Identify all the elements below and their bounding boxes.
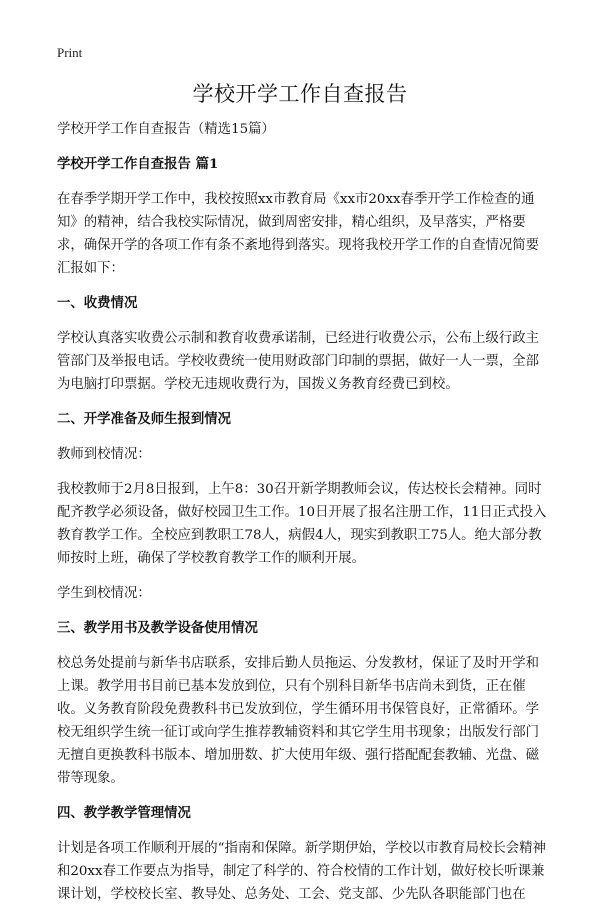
students-label: 学生到校情况： bbox=[57, 586, 151, 601]
section-heading-teaching: 四、教学教学管理情况 bbox=[57, 805, 191, 821]
section-heading-fees: 一、收费情况 bbox=[57, 295, 138, 311]
article-heading: 学校开学工作自查报告 篇1 bbox=[57, 156, 219, 172]
document-subtitle: 学校开学工作自查报告（精选15篇） bbox=[57, 122, 275, 137]
section-heading-textbooks: 三、教学用书及教学设备使用情况 bbox=[57, 620, 258, 636]
intro-paragraph: 在春季学期开学工作中，我校按照xx市教育局《xx市20xx春季开学工作检查的通知》的精神，结合我校实际情况，做到周密安排，精心组织，及早落实，严格要求，确保开学的各项工作有条不紊地得到落实。现将我校开学工作的自查情况简要汇报如下： bbox=[57, 192, 540, 276]
document-body bbox=[57, 118, 547, 906]
document-title: 学校开学工作自查报告 bbox=[192, 82, 408, 106]
print-label[interactable]: Print bbox=[57, 45, 83, 60]
section-heading-registration: 二、开学准备及师生报到情况 bbox=[57, 411, 232, 427]
teachers-paragraph: 我校教师于2月8日报到，上午8：30召开新学期教师会议，传达校长会精神。同时配齐教学必须设备，做好校园卫生工作。10日开展了报名注册工作，11日正式投入教育教学工作。全校应到教职工78人，病假4人，现实到教职工75人。绝大部分教师按时上班，确保了学校教育教学工作的顺利开展。 bbox=[57, 482, 547, 566]
section-text-textbooks: 校总务处提前与新华书店联系，安排后勤人员拖运、分发教材，保证了及时开学和上课。教学用书目前已基本发放到位，只有个别科目新华书店尚未到货，正在催收。义务教育阶段免费教科书已发放到位，学生循环用书保管良好，正常循环。学校无组织学生统一征订或向学生推荐教辅资料和其它学生用书现象；出版发行部门无擅自更换教科书版本、增加册数、扩大使用年级、强行搭配配套教辅、光盘、磁带等现象。 bbox=[57, 656, 540, 786]
section-text-fees: 学校认真落实收费公示制和教育收费承诺制，已经进行收费公示，公布上级行政主管部门及举报电话。学校收费统一使用财政部门印制的票据，做好一人一票，全部为电脑打印票据。学校无违规收费行为，国拨义务教育经费已到校。 bbox=[57, 331, 540, 392]
teachers-label: 教师到校情况： bbox=[57, 447, 151, 462]
section-text-teaching: 计划是各项工作顺利开展的“指南和保障。新学期伊始，学校以市教育局校长会精神和20xx春工作要点为指导，制定了科学的、符合校情的工作计划，做好校长听课兼课计划，学校校长室、教导处、总务处、工会、党支部、少先队各职能部门也在 bbox=[57, 841, 546, 902]
